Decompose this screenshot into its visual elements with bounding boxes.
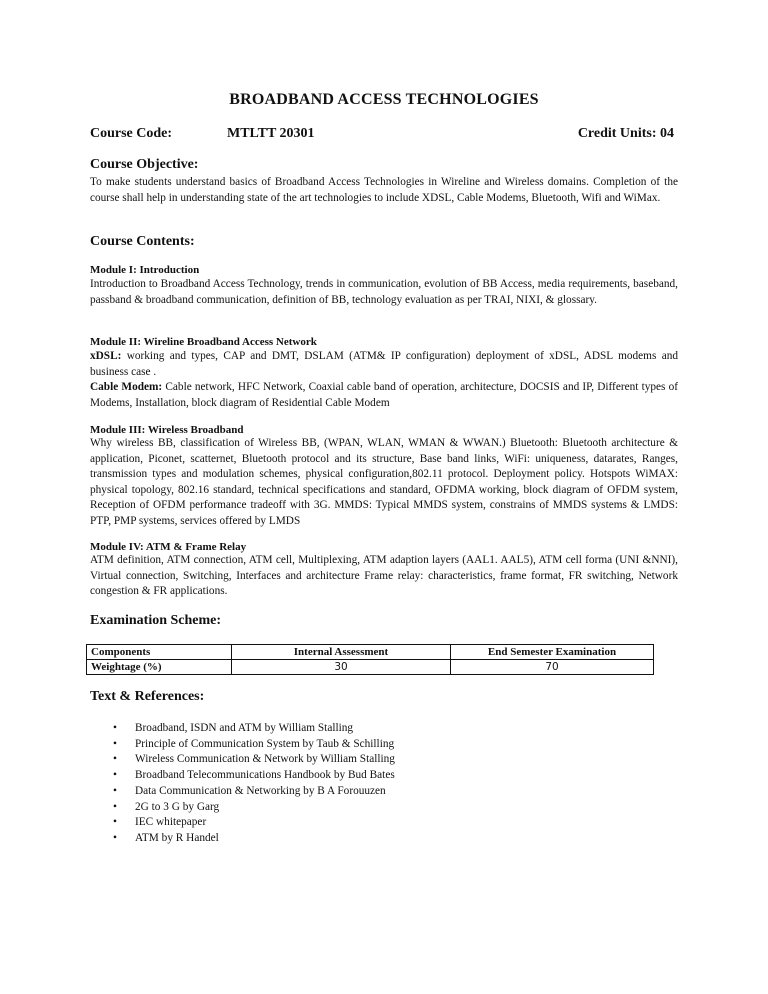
module-2-heading: Module II: Wireline Broadband Access Network: [90, 336, 317, 348]
course-code-value: MTLTT 20301: [227, 126, 315, 141]
list-item: • 2G to 3 G by Garg: [110, 800, 395, 816]
course-code-line: [90, 126, 680, 144]
list-item: • ATM by R Handel: [110, 831, 395, 847]
credit-units: Credit Units: 04: [577, 126, 674, 141]
course-code-label: Course Code:: [90, 126, 173, 141]
page-title: BROADBAND ACCESS TECHNOLOGIES: [229, 91, 539, 108]
xdsl-label: xDSL:: [90, 350, 122, 362]
exam-header-end-sem: End Semester Examination: [451, 645, 654, 660]
cable-modem-text: Cable network, HFC Network, Coaxial cable band of operation, architecture, DOCSIS and IP, Different types of Modems, Installation, block diagram of Residential Cable Modem: [90, 381, 678, 409]
list-item: • Broadband, ISDN and ATM by William Stalling: [110, 721, 395, 737]
list-item: • IEC whitepaper: [110, 815, 395, 831]
module-1-text: Introduction to Broadband Access Technology, trends in communication, evolution of BB Access, media requirements, baseband, passband & broadband communication, definition of BB, technology evaluation as per TRAI, NIXI, & glossary.: [90, 278, 678, 306]
objective-heading: Course Objective:: [90, 157, 199, 172]
list-item: • Principle of Communication System by Taub & Schilling: [110, 737, 395, 753]
module-1-heading: Module I: Introduction: [90, 264, 200, 276]
objective-text: To make students understand basics of Broadband Access Technologies in Wireline and Wireless domains. Completion of the course shall help in understanding state of the art technologies to include XDSL, Cable Modems, Bluetooth, Wifi and WiMax.: [90, 176, 678, 204]
exam-header-internal: Internal Assessment: [232, 645, 451, 660]
module-4-heading: Module IV: ATM & Frame Relay: [90, 541, 247, 553]
exam-cell-weightage: Weightage (%): [87, 660, 232, 675]
references-list: [110, 721, 395, 847]
exam-cell-internal: 30: [232, 660, 451, 675]
contents-heading: Course Contents:: [90, 234, 195, 249]
exam-table-header-row: [87, 645, 654, 660]
exam-cell-end-sem: 70: [451, 660, 654, 675]
list-item: • Data Communication & Networking by B A Forouuzen: [110, 784, 395, 800]
module-3-heading: Module III: Wireless Broadband: [90, 424, 244, 436]
module-2-cable-text: [90, 380, 678, 411]
cable-modem-label: Cable Modem:: [90, 381, 163, 393]
xdsl-text: working and types, CAP and DMT, DSLAM (ATM& IP configuration) deployment of xDSL, ADSL modems and business case .: [90, 350, 678, 378]
exam-header-components: Components: [87, 645, 232, 660]
module-4-text: ATM definition, ATM connection, ATM cell, Multiplexing, ATM adaption layers (AAL1. AAL5), ATM cell forma (UNI &NNI), Virtual connection, Switching, Interfaces and architecture Frame relay: characteristics, frame format, FR switching, Network congestion & FR applications.: [90, 554, 678, 597]
module-3-text: Why wireless BB, classification of Wireless BB, (WPAN, WLAN, WMAN & WWAN.) Bluetooth: Bluetooth architecture & application, Piconet, scatternet, Bluetooth protocol and its structure, Base band links, WiFi: uniqueness, datarates, Ranges, transmission types and modulation schemes, physical configuration,802.11 protocol. Deployment policy. Hotspots WiMAX: physical topology, 802.16 standard, technical specifications and standard, OFDMA working, block diagram of OFDM system, Reception of OFDM performance tradeoff with 3G. MMDS: Typical MMDS system, constrains of MMDS systems & LMDS: PTP, PMP systems, services offered by LMDS: [90, 437, 678, 527]
exam-table: [86, 644, 654, 675]
exam-heading: Examination Scheme:: [90, 613, 222, 628]
exam-table-row: [87, 660, 654, 675]
module-2-text: [90, 349, 678, 380]
list-item: • Wireless Communication & Network by William Stalling: [110, 752, 395, 768]
list-item: • Broadband Telecommunications Handbook by Bud Bates: [110, 768, 395, 784]
references-heading: Text & References:: [90, 689, 205, 704]
